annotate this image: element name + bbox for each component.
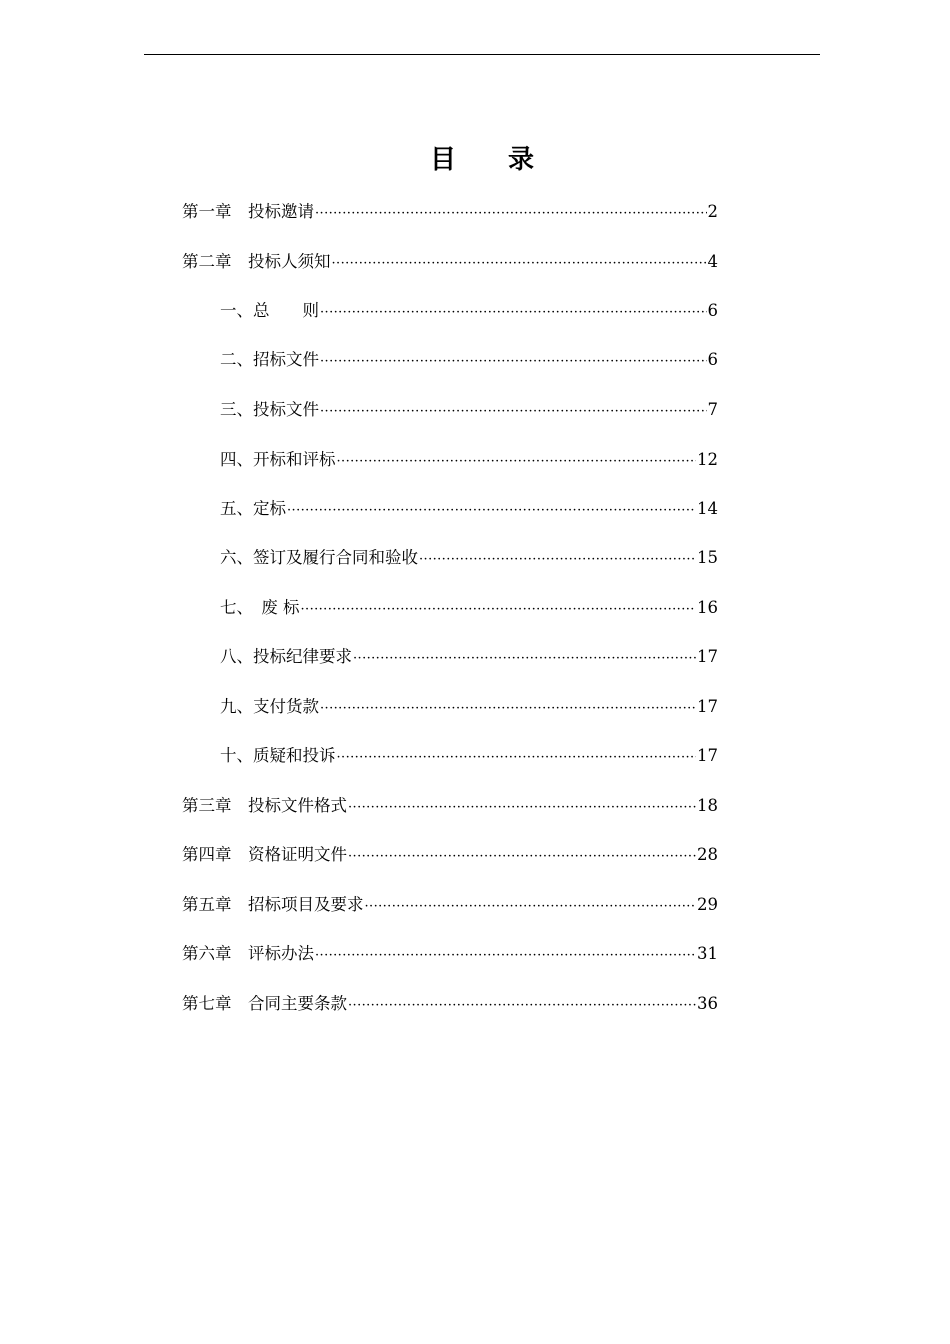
toc-entry-page: 16 <box>697 598 718 617</box>
toc-entry-label: 六、签订及履行合同和验收 <box>220 548 418 567</box>
toc-dot-leader <box>320 301 707 325</box>
toc-entry-chapter-4[interactable] <box>182 843 718 867</box>
toc-entry-section-3[interactable] <box>220 398 718 422</box>
toc-entry-section-6[interactable] <box>220 546 718 570</box>
toc-entry-label: 第七章 合同主要条款 <box>182 994 347 1013</box>
toc-dot-leader <box>320 400 707 424</box>
toc-entry-label: 七、 废 标 <box>220 598 300 617</box>
toc-entry-section-10[interactable] <box>220 744 718 768</box>
toc-entry-chapter-2[interactable] <box>182 250 718 274</box>
toc-entry-chapter-1[interactable] <box>182 200 718 224</box>
toc-dot-leader <box>332 252 707 276</box>
toc-dot-leader <box>337 450 697 474</box>
toc-entry-section-8[interactable] <box>220 645 718 669</box>
toc-dot-leader <box>287 499 696 523</box>
toc-entry-section-7[interactable] <box>220 596 718 620</box>
toc-entry-page: 14 <box>697 499 718 518</box>
toc-entry-page: 4 <box>707 252 718 271</box>
toc-entry-page: 2 <box>707 202 718 221</box>
toc-dot-leader <box>348 845 696 869</box>
toc-dot-leader <box>301 598 697 622</box>
toc-entry-label: 五、定标 <box>220 499 286 518</box>
toc-entry-page: 36 <box>697 994 718 1013</box>
toc-entry-section-4[interactable] <box>220 448 718 472</box>
toc-entry-label: 第三章 投标文件格式 <box>182 796 347 815</box>
toc-entry-label: 第四章 资格证明文件 <box>182 845 347 864</box>
toc-entry-section-1[interactable] <box>220 299 718 323</box>
toc-entry-page: 17 <box>697 746 718 765</box>
toc-dot-leader <box>320 350 707 374</box>
toc-entry-page: 17 <box>697 647 718 666</box>
toc-dot-leader <box>320 697 696 721</box>
toc-entry-label: 八、投标纪律要求 <box>220 647 352 666</box>
toc-dot-leader <box>348 994 696 1018</box>
toc-entry-page: 7 <box>707 400 718 419</box>
toc-entry-label: 第五章 招标项目及要求 <box>182 895 364 914</box>
toc-entry-label: 第六章 评标办法 <box>182 944 314 963</box>
toc-title: 目 录 <box>429 145 534 175</box>
toc-entry-label: 第一章 投标邀请 <box>182 202 314 221</box>
toc-entry-label: 四、开标和评标 <box>220 450 336 469</box>
toc-dot-leader <box>337 746 697 770</box>
toc-entry-page: 15 <box>697 548 718 567</box>
toc-entry-label: 二、招标文件 <box>220 350 319 369</box>
toc-entry-page: 12 <box>697 450 718 469</box>
toc-entry-page: 31 <box>697 944 718 963</box>
toc-dot-leader <box>315 944 696 968</box>
toc-dot-leader <box>348 796 696 820</box>
toc-entry-page: 29 <box>697 895 718 914</box>
toc-entry-chapter-7[interactable] <box>182 992 718 1016</box>
toc-entry-section-5[interactable] <box>220 497 718 521</box>
toc-entry-chapter-5[interactable] <box>182 893 718 917</box>
toc-dot-leader <box>315 202 707 226</box>
toc-entry-section-9[interactable] <box>220 695 718 719</box>
toc-entry-label: 十、质疑和投诉 <box>220 746 336 765</box>
toc-dot-leader <box>353 647 696 671</box>
toc-entry-chapter-3[interactable] <box>182 794 718 818</box>
toc-dot-leader <box>365 895 697 919</box>
toc-entry-page: 6 <box>707 301 718 320</box>
toc-entry-label: 三、投标文件 <box>220 400 319 419</box>
toc-entry-label: 一、总 则 <box>220 301 319 320</box>
toc-dot-leader <box>419 548 696 572</box>
toc-entry-page: 6 <box>707 350 718 369</box>
toc-entry-chapter-6[interactable] <box>182 942 718 966</box>
toc-entry-section-2[interactable] <box>220 348 718 372</box>
toc-entry-page: 18 <box>697 796 718 815</box>
toc-entry-page: 17 <box>697 697 718 716</box>
toc-entry-label: 九、支付货款 <box>220 697 319 716</box>
toc-entry-page: 28 <box>697 845 718 864</box>
toc-entry-label: 第二章 投标人须知 <box>182 252 331 271</box>
